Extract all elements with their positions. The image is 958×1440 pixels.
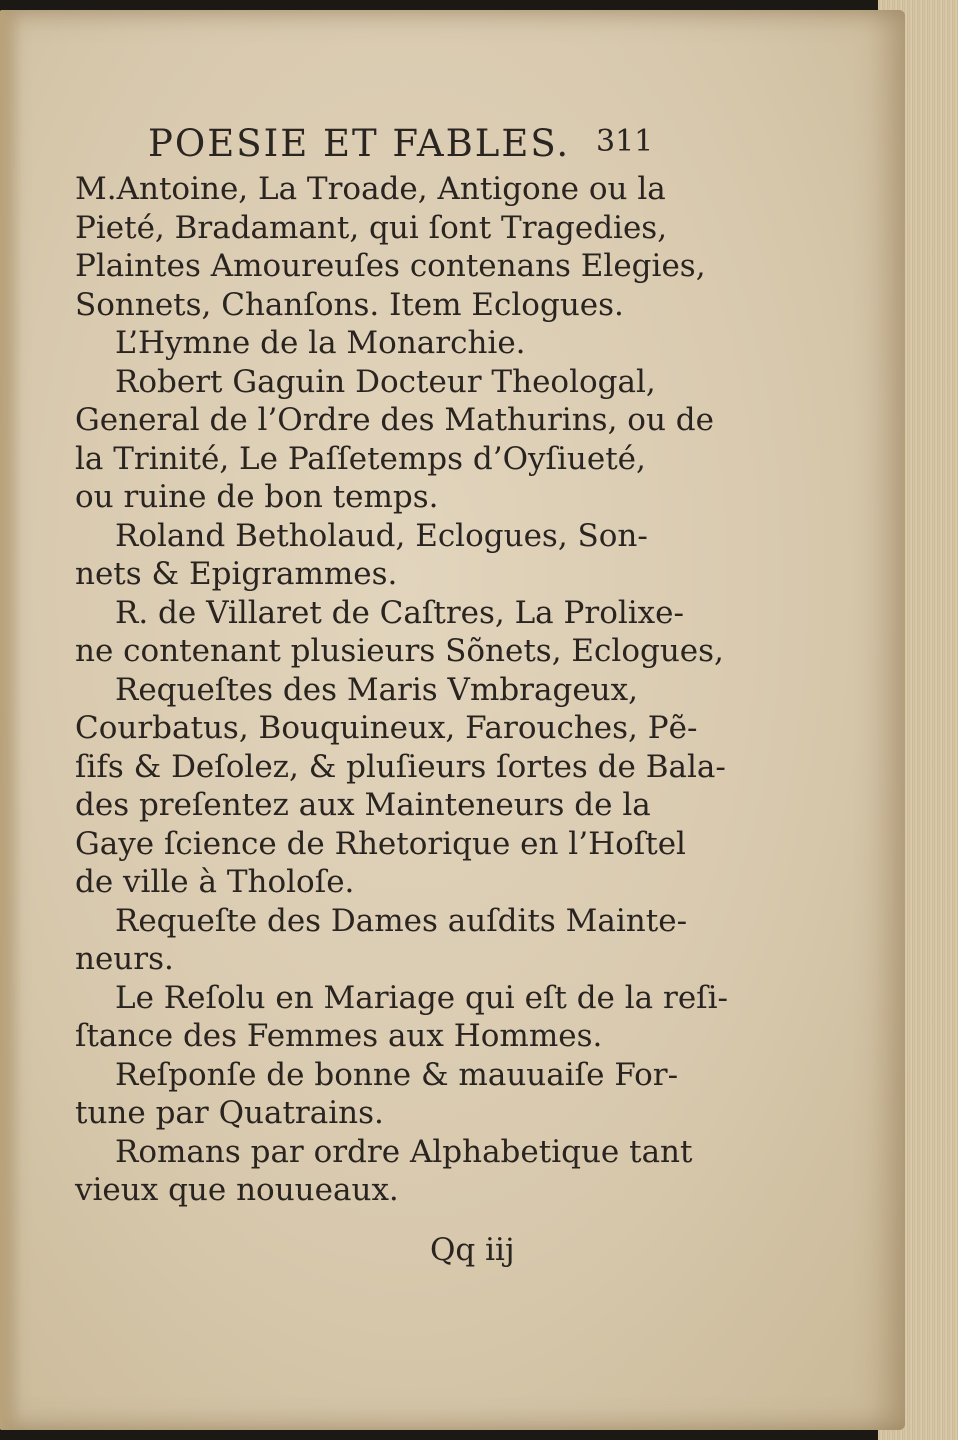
text-line: R. de Villaret de Caſtres, La Prolixe- xyxy=(115,594,684,631)
text-line: Gaye ſcience de Rhetorique en l’Hoſtel xyxy=(75,825,686,862)
text-line: Romans par ordre Alphabetique tant xyxy=(115,1133,693,1170)
text-line: la Trinité, Le Paſſetemps d’Oyſiueté, xyxy=(75,440,646,477)
page-gutter-shadow xyxy=(0,10,22,1430)
text-line: des preſentez aux Mainteneurs de la xyxy=(75,787,651,823)
text-line: ſtance des Femmes aux Hommes. xyxy=(75,1018,603,1054)
text-line: Reſponſe de bonne & mauuaiſe For- xyxy=(115,1056,679,1093)
text-line: ou ruine de bon temps. xyxy=(75,479,439,515)
text-line: de ville à Tholoſe. xyxy=(75,864,355,900)
text-line: M.Antoine, La Troade, Antigone ou la xyxy=(75,171,666,207)
text-line: neurs. xyxy=(75,941,174,977)
text-line: Plaintes Amoureuſes contenans Elegies, xyxy=(75,248,706,284)
text-line: Roland Betholaud, Eclogues, Son- xyxy=(115,517,648,554)
signature-mark: Qq iij xyxy=(430,1232,515,1268)
text-line: Pieté, Bradamant, qui ſont Tragedies, xyxy=(75,209,668,246)
text-line: ne contenant plusieurs Sõnets, Eclogues, xyxy=(75,633,724,669)
text-line: ſifs & Deſolez, & pluſieurs ſortes de Bala- xyxy=(75,748,726,785)
text-line: General de l’Ordre des Mathurins, ou de xyxy=(75,402,714,438)
text-line: Courbatus, Bouquineux, Farouches, Pẽ- xyxy=(75,710,698,746)
text-line: L’Hymne de la Monarchie. xyxy=(115,325,526,361)
text-line: Le Reſolu en Mariage qui eſt de la reſi- xyxy=(115,979,729,1016)
text-line: Requeſtes des Maris Vmbrageux, xyxy=(115,671,638,708)
text-line: tune par Quatrains. xyxy=(75,1095,384,1131)
text-line: vieux que nouueaux. xyxy=(75,1172,399,1208)
running-head-title: POESIE ET FABLES. xyxy=(148,122,571,165)
text-line: Robert Gaguin Docteur Theologal, xyxy=(115,363,656,400)
running-head xyxy=(148,122,668,172)
text-line: nets & Epigrammes. xyxy=(75,556,398,592)
body-text xyxy=(75,170,729,1210)
text-line: Sonnets, Chanſons. Item Eclogues. xyxy=(75,286,624,323)
page-number: 311 xyxy=(596,124,654,159)
text-line: Requeſte des Dames auſdits Mainte- xyxy=(115,902,688,939)
book-page xyxy=(0,10,905,1430)
